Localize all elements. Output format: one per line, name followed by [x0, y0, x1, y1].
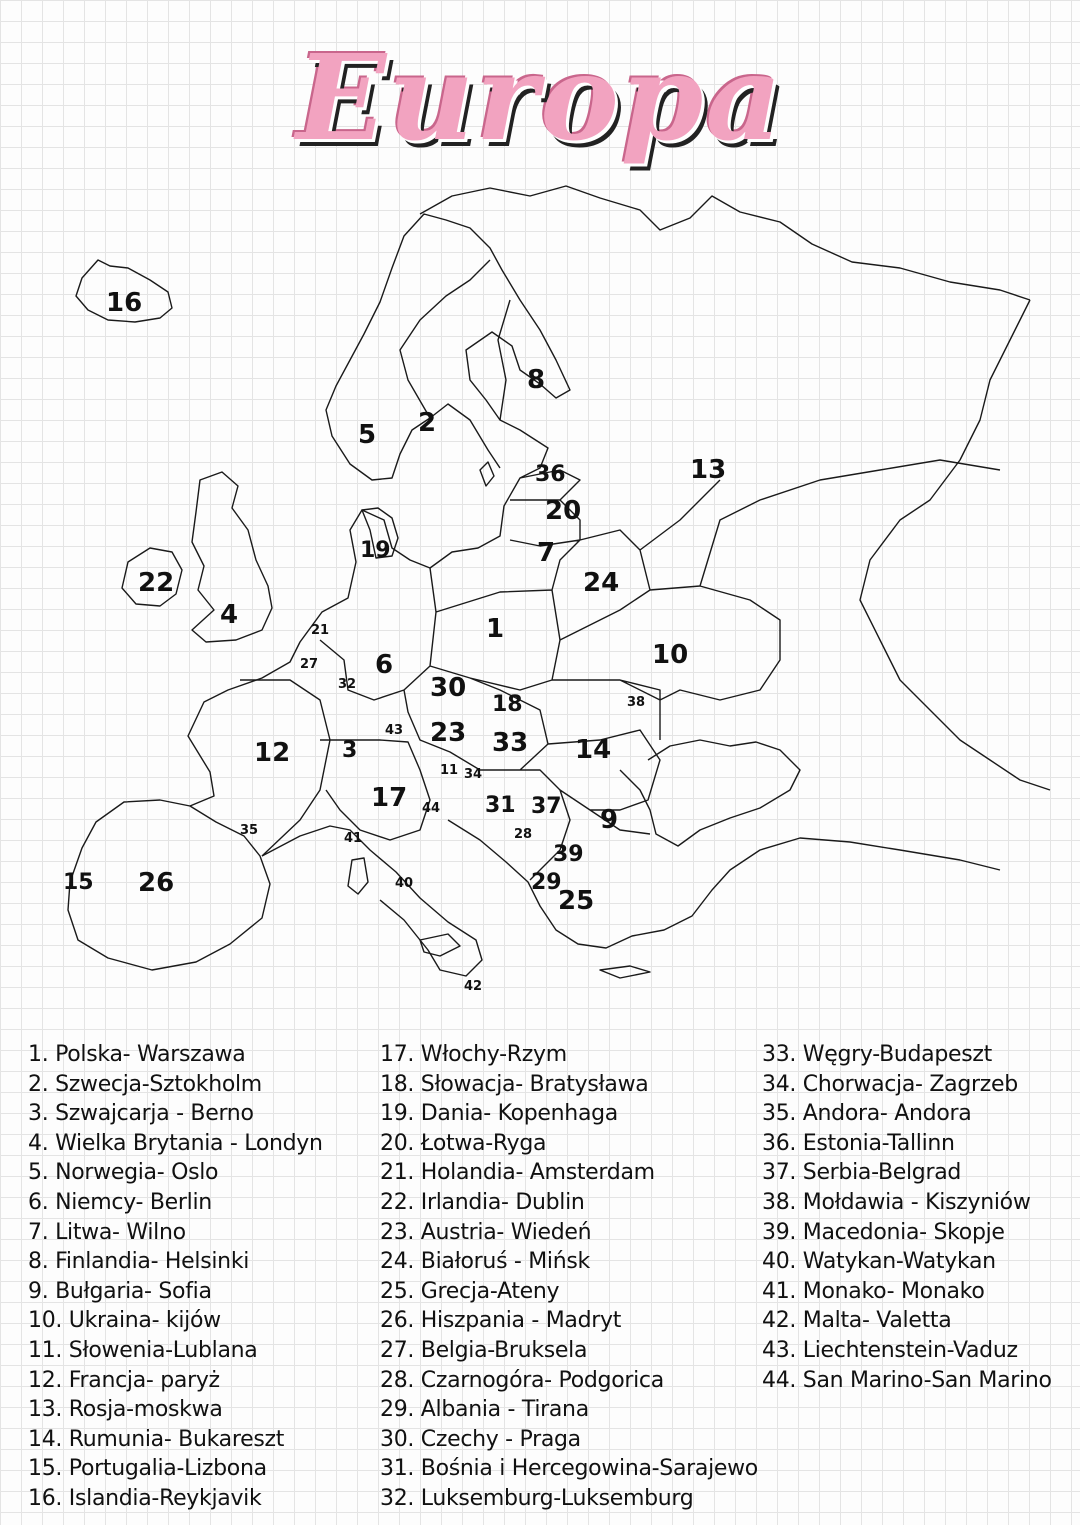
legend-entry: 36. Estonia-Tallinn [762, 1130, 955, 1156]
legend-entry: 3. Szwajcarja - Berno [28, 1101, 254, 1127]
label-6: 6 [375, 650, 394, 680]
label-36: 36 [535, 462, 566, 487]
label-10: 10 [652, 640, 689, 670]
legend-entry: 5. Norwegia- Oslo [28, 1160, 219, 1186]
label-44: 44 [422, 801, 441, 816]
legend-entry: 32. Luksemburg-Luksemburg [380, 1485, 694, 1511]
label-40: 40 [395, 876, 414, 891]
label-32: 32 [338, 677, 357, 692]
label-26: 26 [138, 868, 175, 898]
crete-shape [600, 966, 650, 978]
legend-entry: 21. Holandia- Amsterdam [380, 1160, 655, 1186]
label-1: 1 [486, 614, 505, 644]
legend-entry: 17. Włochy-Rzym [380, 1042, 567, 1067]
legend-entry: 15. Portugalia-Lizbona [28, 1456, 267, 1482]
legend-entry: 4. Wielka Brytania - Londyn [28, 1130, 323, 1156]
label-17: 17 [371, 783, 408, 813]
legend-entry: 9. Bułgaria- Sofia [28, 1278, 212, 1304]
legend-entry: 31. Bośnia i Hercegowina-Sarajewo [380, 1456, 758, 1482]
northern-coast [420, 186, 1030, 300]
label-35: 35 [240, 823, 259, 838]
legend-entry: 40. Watykan-Watykan [762, 1249, 996, 1275]
legend-entry: 30. Czechy - Praga [380, 1426, 581, 1452]
legend-entry: 33. Węgry-Budapeszt [762, 1042, 992, 1067]
label-28: 28 [514, 827, 533, 842]
label-3: 3 [342, 738, 358, 763]
legend-entry: 28. Czarnogóra- Podgorica [380, 1367, 664, 1393]
france-italy-coast [262, 826, 482, 976]
russia-ural-line [860, 300, 1050, 790]
legend-entry: 38. Mołdawia - Kiszyniów [762, 1189, 1031, 1215]
legend-entry: 23. Austria- Wiedeń [380, 1219, 592, 1245]
legend-entry: 42. Malta- Valetta [762, 1308, 952, 1334]
label-4: 4 [220, 600, 239, 630]
label-33: 33 [492, 728, 529, 758]
legend-entry: 43. Liechtenstein-Vaduz [762, 1337, 1018, 1363]
label-13: 13 [690, 455, 727, 485]
label-7: 7 [537, 538, 556, 568]
label-12: 12 [254, 738, 291, 768]
legend-entry: 34. Chorwacja- Zagrzeb [762, 1071, 1018, 1097]
legend-entry: 35. Andora- Andora [762, 1101, 972, 1127]
label-2: 2 [418, 408, 437, 438]
legend-entry: 26. Hiszpania - Madryt [380, 1308, 622, 1334]
label-25: 25 [558, 886, 595, 916]
legend-column-2 [380, 1040, 758, 1514]
label-15: 15 [63, 870, 94, 895]
label-42: 42 [464, 979, 483, 994]
black-sea-coast [620, 740, 800, 846]
label-37: 37 [531, 794, 562, 819]
label-41: 41 [344, 831, 363, 846]
label-19: 19 [360, 538, 391, 563]
legend-entry: 2. Szwecja-Sztokholm [28, 1071, 262, 1097]
label-21: 21 [311, 623, 330, 638]
legend-entry: 16. Islandia-Reykjavik [28, 1485, 262, 1511]
legend-entry: 11. Słowenia-Lublana [28, 1337, 258, 1363]
sicily-shape [420, 934, 460, 956]
legend-entry: 14. Rumunia- Bukareszt [28, 1426, 285, 1452]
legend-entry: 19. Dania- Kopenhaga [380, 1101, 618, 1127]
label-22: 22 [138, 568, 175, 598]
label-24: 24 [583, 568, 620, 598]
gotland-shape [480, 462, 494, 486]
legend-entry: 29. Albania - Tirana [380, 1397, 589, 1423]
label-8: 8 [527, 365, 546, 395]
legend-entry: 10. Ukraina- kijów [28, 1308, 221, 1334]
legend-entry: 22. Irlandia- Dublin [380, 1189, 585, 1215]
legend-entry: 37. Serbia-Belgrad [762, 1160, 962, 1186]
legend-entry: 25. Grecja-Ateny [380, 1278, 560, 1304]
label-31: 31 [485, 793, 516, 818]
legend-entry: 39. Macedonia- Skopje [762, 1219, 1005, 1245]
label-34: 34 [464, 767, 483, 782]
legend-column-3 [762, 1040, 1052, 1395]
label-20: 20 [545, 496, 582, 526]
label-18: 18 [492, 692, 523, 717]
label-14: 14 [575, 735, 612, 765]
label-16: 16 [106, 288, 143, 318]
legend-entry: 1. Polska- Warszawa [28, 1042, 246, 1067]
label-27: 27 [300, 657, 319, 672]
legend-entry: 8. Finlandia- Helsinki [28, 1249, 250, 1275]
legend-entry: 18. Słowacja- Bratysława [380, 1071, 649, 1097]
legend-entry: 7. Litwa- Wilno [28, 1219, 186, 1245]
map-title: Europa [296, 28, 784, 167]
legend-entry: 20. Łotwa-Ryga [380, 1130, 547, 1156]
label-43: 43 [385, 723, 404, 738]
label-11: 11 [440, 763, 459, 778]
legend-entry: 12. Francja- paryż [28, 1367, 220, 1393]
legend-entry: 27. Belgia-Bruksela [380, 1337, 588, 1363]
legend-entry: 6. Niemcy- Berlin [28, 1189, 212, 1215]
label-29: 29 [531, 870, 562, 895]
legend-entry: 41. Monako- Monako [762, 1278, 985, 1304]
label-23: 23 [430, 718, 467, 748]
legend-column-1 [28, 1040, 323, 1514]
label-9: 9 [600, 805, 619, 835]
legend-entry: 44. San Marino-San Marino [762, 1367, 1052, 1393]
mainland-coast [70, 214, 570, 882]
label-30: 30 [430, 673, 467, 703]
legend-entry: 24. Białoruś - Mińsk [380, 1249, 590, 1275]
label-39: 39 [553, 842, 584, 867]
legend-entry: 13. Rosja-moskwa [28, 1397, 223, 1423]
label-38: 38 [627, 695, 646, 710]
scandinavia-borders [400, 260, 510, 420]
sardinia-shape [348, 858, 368, 894]
label-5: 5 [358, 420, 377, 450]
